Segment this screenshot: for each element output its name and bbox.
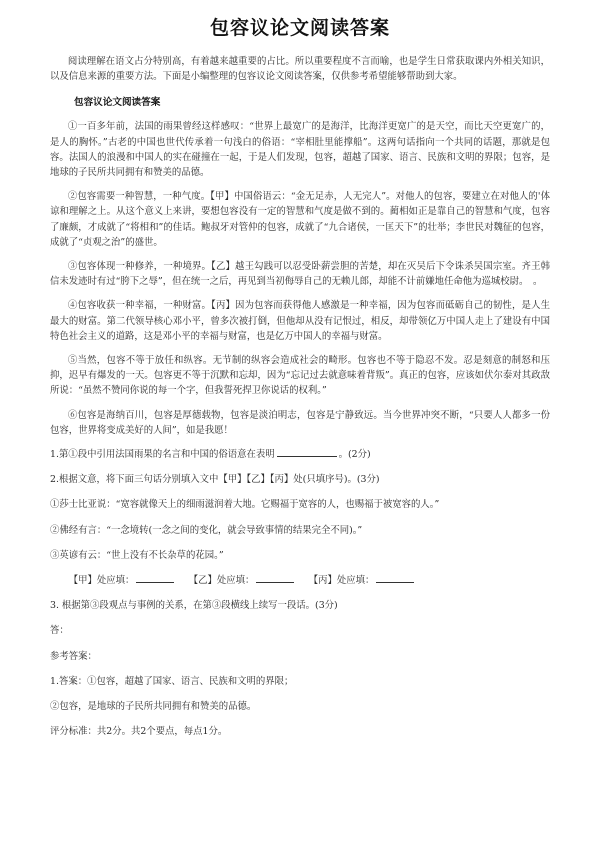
question-2: 2.根据文意，将下面三句话分别填入文中【甲】【乙】【丙】处(只填序号)。(3分) <box>50 474 380 486</box>
scoring-standard: 评分标准：共2分。共2个要点，每点1分。 <box>50 726 228 738</box>
passage-paragraph-2: ②包容需要一种智慧，一种气度。【甲】中国俗语云：“金无足赤，人无完人”。对他人的包容，要建立在对他人的'体谅和理解之上。从这个意义上来讲，要想包容没有一定的智慧和气度是做不到的。蔺相如正是靠自己的智慧和气度，包容了廉颇，才成就了“将相和”的佳话。鲍叔牙对管仲的包容，成就了“九合诸侯，一匡天下”的壮举；李世民对魏征的包容，成就了“贞观之治”的盛世。 <box>50 191 550 248</box>
fill-yi-blank <box>256 573 294 583</box>
fill-yi-label: 【乙】处应填： <box>188 575 255 587</box>
passage-paragraph-1: ①一百多年前，法国的雨果曾经这样感叹：“世界上最宽广的是海洋，比海洋更宽广的是天空，而比天空更宽广的，是人的胸怀。”古老的中国也世代传承着一句浅白的俗语：“宰相肚里能撑船”。这两句话指向一个共同的话题，那就是包容。法国人的浪漫和中国人的实在碰撞在一起，于是人们发现，包容，超越了国家、语言、民族和文明的界限；包容，是地球的子民所共同拥有和赞美的品德。 <box>50 121 550 179</box>
passage-paragraph-6: ⑥包容是海纳百川，包容是厚德载物，包容是淡泊明志，包容是宁静致远。当今世界冲突不断，“只要人人都多一份包容，世界将变成美好的人间”，如是我愿！ <box>50 409 550 436</box>
passage-paragraph-3: ③包容体现一种修养，一种境界。【乙】越王勾践可以忍受卧薪尝胆的苦楚，却在灭吴后下令诛杀吴国宗室。齐王韩信未发迹时有过“胯下之辱”，但在统一之后，再见到当初侮辱自己的无赖儿郎，却能不计前嫌地任命他为巡城校尉。 。 <box>50 261 550 288</box>
passage-paragraph-5: ⑤当然，包容不等于放任和纵容。无节制的纵容会造成社会的畸形。包容也不等于隐忍不发。忍是刻意的制怒和压抑，迟早有爆发的一天。包容更不等于沉默和忘却，因为“忘记过去就意味着背叛”。真正的包容，应该如伏尔泰对其政敌所说：“虽然不赞同你说的每一个字，但我誓死捍卫你说话的权利。” <box>50 355 550 397</box>
fill-blanks-row <box>50 573 550 588</box>
question-1-score: 。(2分) <box>338 449 371 461</box>
reference-answer-label: 参考答案： <box>50 650 97 662</box>
answer-2: ②包容，是地球的子民所共同拥有和赞美的品德。 <box>50 701 257 713</box>
passage-paragraph-4: ④包容收获一种幸福，一种财富。【丙】因为包容而获得他人感激是一种幸福，因为包容而砥砺自己的韧性，是人生最大的财富。第二代领导核心邓小平，曾多次被打倒，但他却从没有记恨过，相反，却带领亿万中国人走上了建设有中国特色社会主义的道路，这是邓小平的幸福与财富，也是亿万中国人的幸福与财富。 <box>50 300 550 342</box>
option-3: ③英谚有云：“世上没有不长杂草的花园。” <box>50 549 224 561</box>
fill-jia-blank <box>136 573 174 583</box>
intro-paragraph: 阅读理解在语文占分特别高，有着越来越重要的占比。所以重要程度不言而喻，也是学生日常获取课内外相关知识，以及信息来源的重要方法。下面是小编整理的包容议论文阅读答案，仅供参考希望能够帮助到大家。 <box>50 56 550 83</box>
section-heading: 包容议论文阅读答案 <box>74 97 161 109</box>
answer-1: 1.答案：①包容，超越了国家、语言、民族和文明的界限； <box>50 675 294 687</box>
option-1: ①莎士比亚说：“宽容就像天上的细雨滋润着大地。它赐福于宽容的人，也赐福于被宽容的人。” <box>50 499 440 511</box>
answer-blank <box>277 447 337 457</box>
fill-bing-blank <box>376 573 414 583</box>
answer-label: 答： <box>50 625 69 637</box>
fill-jia-label: 【甲】处应填： <box>68 575 135 587</box>
question-3: 3. 根据第③段观点与事例的关系，在第③段横线上续写一段话。(3分) <box>50 600 338 612</box>
option-2: ②佛经有言：“一念境转(一念之间的变化，就会导致事情的结果完全不同)。” <box>50 524 363 536</box>
question-1 <box>50 447 550 462</box>
page-title: 包容议论文阅读答案 <box>209 17 390 39</box>
question-1-text: 1.第①段中引用法国雨果的名言和中国的俗语意在表明 <box>50 449 275 461</box>
fill-bing-label: 【丙】处应填： <box>308 575 375 587</box>
